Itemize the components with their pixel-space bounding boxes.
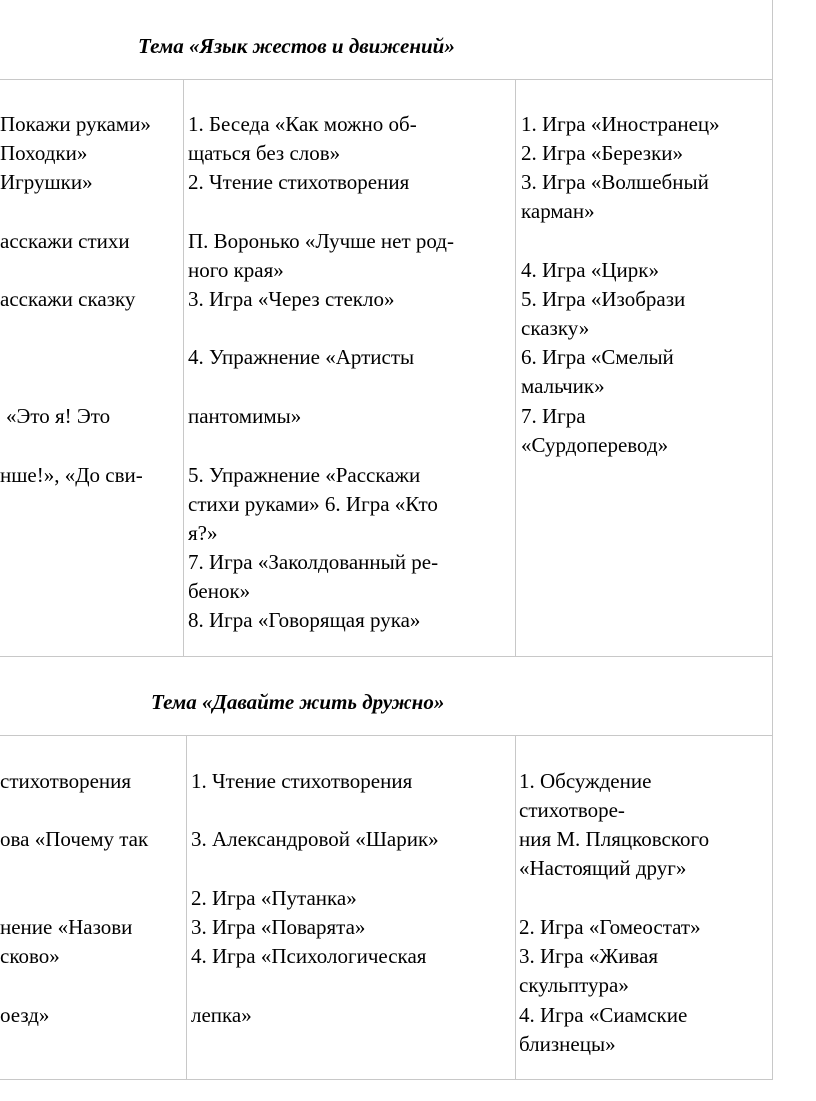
s2c3-line: 2. Игра «Гомеостат» [519,915,701,939]
s1c2-line: П. Воронько «Лучше нет род- [188,229,454,253]
s2c1-line: нение «Назови [0,915,133,939]
s2c2-line: 3. Александровой «Шарик» [191,827,439,851]
s2c2-line: 4. Игра «Психологическая [191,944,427,968]
col-divider-2b [515,736,516,1080]
s1c3-line: «Сурдоперевод» [521,433,669,457]
s1c3-line: 4. Игра «Цирк» [521,258,659,282]
s1c3-line: 3. Игра «Волшебный [521,170,709,194]
s2c1-line: сково» [0,944,60,968]
s2c3-line: скульптура» [519,973,629,997]
s1c3-line: сказку» [521,316,590,340]
s1c2-line: 1. Беседа «Как можно об- [188,112,417,136]
s1c2-line: 5. Упражнение «Расскажи [188,463,421,487]
s1c1-line: Игрушки» [0,170,93,194]
s2c2-line: 1. Чтение стихотворения [191,769,413,793]
s1c2-line: бенок» [188,579,251,603]
s1c2-line: 2. Чтение стихотворения [188,170,410,194]
s1c1-line: Походки» [0,141,88,165]
s2c3-line: 1. Обсуждение [519,769,652,793]
s1c3-line: 6. Игра «Смелый [521,345,674,369]
s1c2-line: стихи руками» 6. Игра «Кто [188,492,438,516]
s1c2-line: 4. Упражнение «Артисты [188,345,415,369]
s2c2-line: лепка» [191,1003,252,1027]
s1c1-line: «Это я! Это [6,404,111,428]
s2c2-line: 2. Игра «Путанка» [191,886,357,910]
s2c3-line: ния М. Пляцковского [519,827,710,851]
s1c2-line: пантомимы» [188,404,302,428]
s1c3-line: 5. Игра «Изобрази [521,287,686,311]
s1c2-line: 7. Игра «Заколдованный ре- [188,550,439,574]
s1c2-line: ного края» [188,258,284,282]
s1c2-line: щаться без слов» [188,141,341,165]
s1c3-line: мальчик» [521,374,605,398]
s1c2-line: 3. Игра «Через стекло» [188,287,395,311]
s1c3-line: 1. Игра «Иностранец» [521,112,720,136]
col-divider-2a [186,736,187,1080]
s2c1-line: стихотворения [0,769,132,793]
s1c1-line: Покажи руками» [0,112,151,136]
row-divider-3 [0,735,773,736]
s2c1-line: оезд» [0,1003,50,1027]
s1c3-line: карман» [521,199,595,223]
s1c2-line: 8. Игра «Говорящая рука» [188,608,421,632]
col-divider-1a [183,80,184,657]
s2c3-line: близнецы» [519,1032,616,1056]
row-divider-1 [0,79,773,80]
row-divider-2 [0,656,773,657]
s1c1-line: нше!», «До сви- [0,463,143,487]
s2c3-line: 3. Игра «Живая [519,944,659,968]
s2c2-line: 3. Игра «Поварята» [191,915,366,939]
table-right-border [772,0,773,1080]
s1c1-line: асскажи стихи [0,229,130,253]
s1c3-line: 7. Игра [521,404,586,428]
col-divider-1b [515,80,516,657]
s1c2-line: я?» [188,521,218,545]
s2c1-line: ова «Почему так [0,827,149,851]
s2c3-line: «Настоящий друг» [519,856,687,880]
section2-title: Тема «Давайте жить дружно» [151,690,445,714]
s2c3-line: стихотворе- [519,798,625,822]
section1-title: Тема «Язык жестов и движений» [138,34,455,58]
s1c3-line: 2. Игра «Березки» [521,141,684,165]
s2c3-line: 4. Игра «Сиамские [519,1003,688,1027]
table-bottom-border [0,1079,773,1080]
s1c1-line: асскажи сказку [0,287,136,311]
